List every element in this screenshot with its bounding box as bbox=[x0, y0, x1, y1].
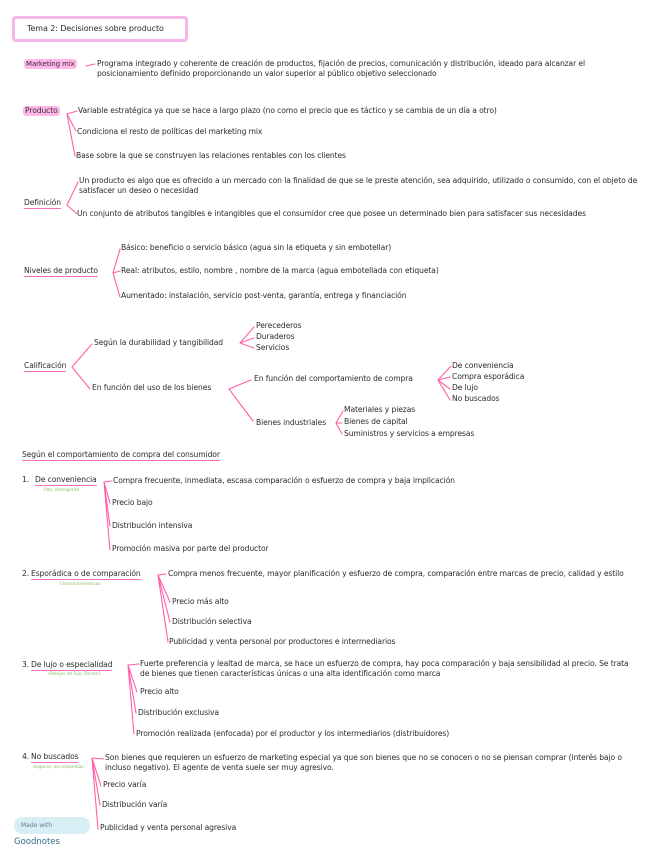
comportamiento-label: En función del comportamiento de compra bbox=[254, 374, 413, 383]
durabilidad-label: Según la durabilidad y tangibilidad bbox=[94, 338, 224, 347]
tipo-label: No buscados bbox=[31, 752, 79, 761]
tipo-number: 1. bbox=[22, 475, 30, 484]
tipo-item: Publicidad y venta personal agresiva bbox=[100, 823, 237, 832]
industriales-item: Bienes de capital bbox=[344, 417, 408, 426]
goodnotes-badge[interactable] bbox=[14, 817, 90, 847]
comportamiento-item: No buscados bbox=[452, 394, 500, 403]
tipo-item: Precio bajo bbox=[112, 498, 153, 507]
durabilidad-item: Duraderos bbox=[256, 332, 295, 341]
marketing-mix-label: Marketing mix bbox=[26, 60, 75, 68]
tipo-item: Distribución varía bbox=[102, 800, 168, 809]
durabilidad-item: Servicios bbox=[256, 343, 290, 352]
tipo-label: De conveniencia bbox=[35, 475, 97, 484]
tipo-number: 2. bbox=[22, 569, 30, 578]
tipo-number: 3. bbox=[22, 660, 30, 669]
tipo-note: Pan, detergente bbox=[44, 488, 80, 493]
tipo-item: Distribución intensiva bbox=[112, 521, 193, 530]
definicion-item: Un producto es algo que es ofrecido a un mercado con la finalidad de que se le preste atención, sea adquirido, utilizado o consumido, con el objeto de satisfacer un deseo o necesidad bbox=[79, 176, 638, 195]
industriales-item: Suministros y servicios a empresas bbox=[344, 429, 475, 438]
tipo-item: Promoción realizada (enfocada) por el productor y los intermediarios (distribuidores) bbox=[136, 729, 450, 738]
tipo-note: Seguros, enciclopedias bbox=[33, 765, 84, 770]
comportamiento-item: De lujo bbox=[452, 383, 478, 392]
tipo-number: 4. bbox=[22, 752, 30, 761]
tipo-note: Electrodomésticos bbox=[60, 582, 101, 587]
marketing-mix-text: Programa integrado y coherente de creación de productos, fijación de precios, comunicación y distribución, ideado para alcanzar el posicionamiento definido proporcionando un valor superior al público objetivo seleccionado bbox=[97, 59, 586, 78]
badge-prefix: Made with bbox=[21, 822, 52, 829]
niveles-item: Básico: beneficio o servicio básico (agua sin la etiqueta y sin embotellar) bbox=[121, 243, 392, 252]
producto-item: Base sobre la que se construyen las relaciones rentables con los clientes bbox=[76, 151, 346, 160]
tipo-item: Son bienes que requieren un esfuerzo de marketing especial ya que son bienes que no se conocen o no se piensan comprar (interés bajo o incluso negativo). El agente de venta suele ser muy agresivo. bbox=[105, 753, 622, 772]
tipo-item: Compra menos frecuente, mayor planificación y esfuerzo de compra, comparación entre marcas de precio, calidad y estilo bbox=[168, 569, 624, 578]
producto-item: Variable estratégica ya que se hace a largo plazo (no como el precio que es táctico y se cambia de un día a otro) bbox=[78, 106, 497, 115]
badge-brand: Goodnotes bbox=[14, 837, 60, 847]
tipo-item: Precio alto bbox=[140, 687, 179, 696]
section-heading: Según el comportamiento de compra del consumidor bbox=[22, 450, 220, 459]
tipo-item: Distribución selectiva bbox=[172, 617, 252, 626]
industriales-item: Materiales y piezas bbox=[344, 405, 416, 414]
tipo-label: Esporádica o de comparación bbox=[31, 569, 141, 578]
tipo-item: Distribución exclusiva bbox=[138, 708, 219, 717]
tipo-item: Compra frecuente, inmediata, escasa comparación o esfuerzo de compra y baja implicación bbox=[113, 476, 455, 485]
uso-label: En función del uso de los bienes bbox=[92, 383, 212, 392]
niveles-item: Aumentado: instalación, servicio post-venta, garantía, entrega y financiación bbox=[121, 291, 407, 300]
calificacion-label: Calificación bbox=[24, 361, 67, 370]
comportamiento-item: De conveniencia bbox=[452, 361, 514, 370]
tipo-item: Fuerte preferencia y lealtad de marca, se hace un esfuerzo de compra, hay poca comparación y baja sensibilidad al precio. Se trata de bienes que tienen características únicas o una alta identificación como marca bbox=[140, 659, 629, 678]
niveles-label: Niveles de producto bbox=[24, 266, 98, 275]
definicion-label: Definición bbox=[24, 198, 61, 207]
tipo-item: Promoción masiva por parte del productor bbox=[112, 544, 269, 553]
definicion-item: Un conjunto de atributos tangibles e intangibles que el consumidor cree que posee un determinado bien para satisfacer sus necesidades bbox=[77, 209, 586, 218]
durabilidad-item: Perecederos bbox=[256, 321, 302, 330]
tipo-item: Precio más alto bbox=[172, 597, 229, 606]
page-title: Tema 2: Decisiones sobre producto bbox=[27, 24, 164, 33]
tipo-note: (Relojes de lujo, Ferrari) bbox=[48, 672, 101, 677]
tipo-item: Publicidad y venta personal por productores e intermediarios bbox=[169, 637, 396, 646]
niveles-item: Real: atributos, estilo, nombre , nombre de la marca (agua embotellada con etiqueta) bbox=[121, 266, 439, 275]
producto-label: Producto bbox=[25, 106, 58, 115]
tipo-label: De lujo o especialidad bbox=[31, 660, 113, 669]
industriales-label: Bienes industriales bbox=[256, 418, 327, 427]
comportamiento-item: Compra esporádica bbox=[452, 372, 525, 381]
tipo-item: Precio varía bbox=[103, 780, 147, 789]
producto-item: Condiciona el resto de políticas del marketing mix bbox=[77, 127, 263, 136]
